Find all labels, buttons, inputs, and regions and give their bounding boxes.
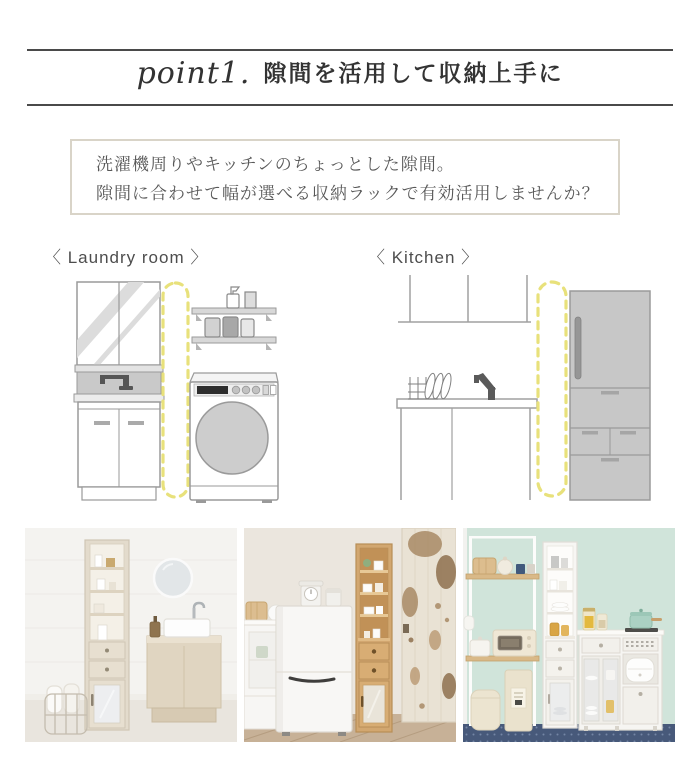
kitchen-mint-photo <box>463 528 675 742</box>
sideboard-right-section <box>623 638 658 724</box>
slim-storage-rack <box>356 544 392 732</box>
bottle-row-icons <box>205 317 254 337</box>
vanity-counter <box>74 365 164 402</box>
kitchen-scale <box>299 581 323 606</box>
intro-line-1: 洗濯機周りやキッチンのちょっとした隙間。 <box>96 155 455 174</box>
rice-cooker <box>626 658 654 682</box>
gap-highlight-dashed-outline <box>163 283 188 497</box>
kitchen-label: 〈 Kitchen 〉 <box>368 248 480 267</box>
vanity-cabinet <box>147 636 221 722</box>
wall-shelves <box>192 287 276 350</box>
kitchen-illustration <box>370 272 670 504</box>
kitchen-counter <box>397 399 537 500</box>
section-header <box>0 54 700 98</box>
page-title: 隙間を活用して収納上手に <box>263 60 564 86</box>
dish-rack-icon <box>408 372 453 399</box>
header-bottom-rule <box>27 104 673 106</box>
shelf-box-icon <box>245 292 256 308</box>
intro-text-box <box>70 139 620 215</box>
washing-machine-illustration <box>190 373 278 503</box>
upper-cabinets <box>398 275 531 322</box>
kitchen-faucet-icon <box>474 373 496 400</box>
laundry-room-label: 〈 Laundry room 〉 <box>44 248 209 267</box>
gap-highlight-dashed-outline <box>538 282 566 496</box>
point-number-script: point1. <box>136 56 251 91</box>
washer-door <box>196 402 268 474</box>
vanity-base-cabinet <box>78 402 160 500</box>
glass-jar <box>326 589 341 606</box>
intro-line-2: 隙間に合わせて幅が選べる収納ラックで有効活用しませんか？ <box>96 184 600 203</box>
white-fridge <box>276 606 352 736</box>
laundry-room-photo <box>25 528 237 742</box>
header-top-rule <box>27 49 673 51</box>
door-lock <box>403 624 409 633</box>
laundry-room-illustration <box>40 272 320 504</box>
toaster-oven <box>493 630 536 656</box>
vintage-door <box>402 528 456 722</box>
sideboard-left-section <box>582 638 620 724</box>
spray-bottle-icon <box>227 287 239 308</box>
vanity-mirror-cabinet <box>70 272 168 370</box>
kitchen-fridge-photo <box>244 528 456 742</box>
slim-storage-rack <box>85 540 129 730</box>
door-frame-edge <box>463 528 467 742</box>
slim-storage-rack <box>543 542 577 728</box>
hanging-mitt <box>464 616 474 630</box>
refrigerator-illustration <box>570 291 650 500</box>
fridge-handle <box>575 317 581 379</box>
